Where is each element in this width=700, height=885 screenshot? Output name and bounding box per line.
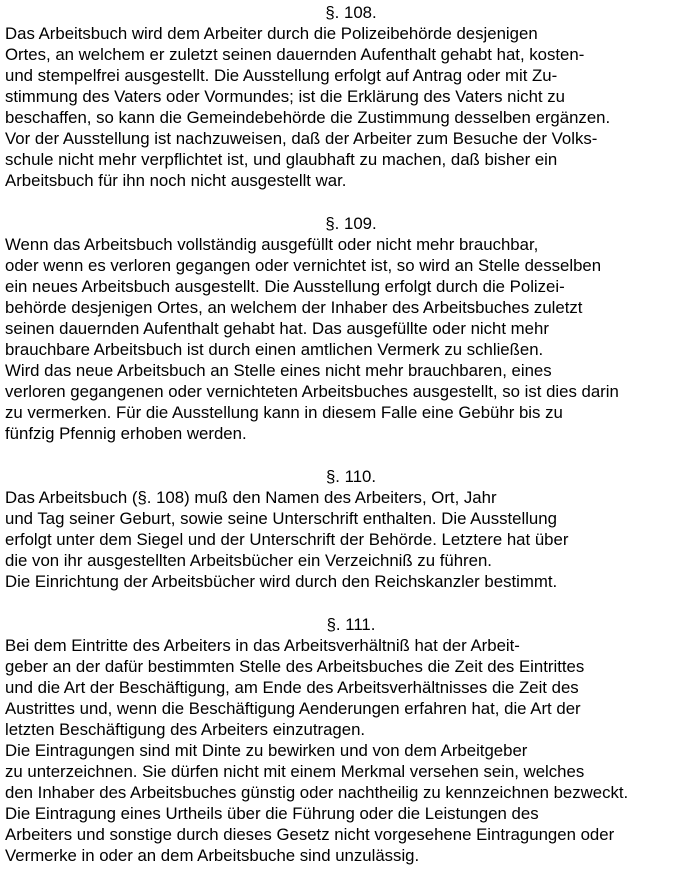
- text-line: Austrittes und, wenn die Beschäftigung Aenderungen erfahren hat, die Art der: [5, 699, 581, 718]
- section-heading: §. 109.: [325, 214, 377, 233]
- text-line: oder wenn es verloren gegangen oder vernichtet ist, so wird an Stelle desselben: [5, 256, 602, 275]
- text-line: letzten Beschäftigung des Arbeiters einzutragen.: [5, 720, 366, 739]
- text-line: erfolgt unter dem Siegel und der Unterschrift der Behörde. Letztere hat über: [5, 530, 569, 549]
- document-page: [5, 2, 697, 866]
- section-heading: §. 111.: [326, 615, 376, 634]
- text-line: Das Arbeitsbuch (§. 108) muß den Namen des Arbeiters, Ort, Jahr: [5, 488, 497, 507]
- section: [5, 466, 697, 592]
- text-line: stimmung des Vaters oder Vormundes; ist die Erklärung des Vaters nicht zu: [5, 87, 565, 106]
- text-line: seinen dauernden Aufenthalt gehabt hat. Das ausgefüllte oder nicht mehr: [5, 319, 549, 338]
- text-line: behörde desjenigen Ortes, an welchem der Inhaber des Arbeitsbuches zuletzt: [5, 298, 583, 317]
- text-line: und Tag seiner Geburt, sowie seine Unterschrift enthalten. Die Ausstellung: [5, 509, 557, 528]
- section: [5, 2, 697, 191]
- text-line: die von ihr ausgestellten Arbeitsbücher ein Verzeichniß zu führen.: [5, 551, 492, 570]
- text-line: Vermerke in oder an dem Arbeitsbuche sind unzulässig.: [5, 846, 420, 865]
- text-line: Das Arbeitsbuch wird dem Arbeiter durch die Polizeibehörde desjenigen: [5, 24, 538, 43]
- text-line: schule nicht mehr verpflichtet ist, und glaubhaft zu machen, daß bisher ein: [5, 150, 558, 169]
- text-line: Arbeitsbuch für ihn noch nicht ausgestellt war.: [5, 171, 347, 190]
- text-line: geber an der dafür bestimmten Stelle des Arbeitsbuches die Zeit des Eintrittes: [5, 657, 585, 676]
- text-line: ein neues Arbeitsbuch ausgestellt. Die Ausstellung erfolgt durch die Polizei-: [5, 277, 565, 296]
- section-spacer: [5, 191, 697, 213]
- section: [5, 213, 697, 444]
- text-line: den Inhaber des Arbeitsbuches günstig oder nachtheilig zu kennzeichnen bezweckt.: [5, 783, 629, 802]
- text-line: Bei dem Eintritte des Arbeiters in das Arbeitsverhältniß hat der Arbeit-: [5, 636, 520, 655]
- text-line: Arbeiters und sonstige durch dieses Gesetz nicht vorgesehene Eintragungen oder: [5, 825, 615, 844]
- section-heading: §. 110.: [325, 467, 377, 486]
- text-line: und die Art der Beschäftigung, am Ende des Arbeitsverhältnisses die Zeit des: [5, 678, 579, 697]
- text-line: verloren gegangenen oder vernichteten Arbeitsbuches ausgestellt, so ist dies darin: [5, 382, 619, 401]
- text-line: Wenn das Arbeitsbuch vollständig ausgefüllt oder nicht mehr brauchbar,: [5, 235, 539, 254]
- text-line: Wird das neue Arbeitsbuch an Stelle eines nicht mehr brauchbaren, eines: [5, 361, 552, 380]
- text-line: Die Eintragung eines Urtheils über die Führung oder die Leistungen des: [5, 804, 539, 823]
- text-line: Ortes, an welchem er zuletzt seinen dauernden Aufenthalt gehabt hat, kosten-: [5, 45, 585, 64]
- text-line: brauchbare Arbeitsbuch ist durch einen amtlichen Vermerk zu schließen.: [5, 340, 544, 359]
- text-line: zu unterzeichnen. Sie dürfen nicht mit einem Merkmal versehen sein, welches: [5, 762, 585, 781]
- section-spacer: [5, 444, 697, 466]
- text-line: Die Einrichtung der Arbeitsbücher wird durch den Reichskanzler bestimmt.: [5, 572, 558, 591]
- section-spacer: [5, 592, 697, 614]
- text-line: beschaffen, so kann die Gemeindebehörde die Zustimmung desselben ergänzen.: [5, 108, 611, 127]
- section-heading: §. 108.: [325, 3, 377, 22]
- text-line: zu vermerken. Für die Ausstellung kann in diesem Falle eine Gebühr bis zu: [5, 403, 563, 422]
- text-line: Die Eintragungen sind mit Dinte zu bewirken und von dem Arbeitgeber: [5, 741, 528, 760]
- text-line: und stempelfrei ausgestellt. Die Ausstellung erfolgt auf Antrag oder mit Zu-: [5, 66, 558, 85]
- section: [5, 614, 697, 866]
- text-line: fünfzig Pfennig erhoben werden.: [5, 424, 247, 443]
- text-line: Vor der Ausstellung ist nachzuweisen, daß der Arbeiter zum Besuche der Volks-: [5, 129, 598, 148]
